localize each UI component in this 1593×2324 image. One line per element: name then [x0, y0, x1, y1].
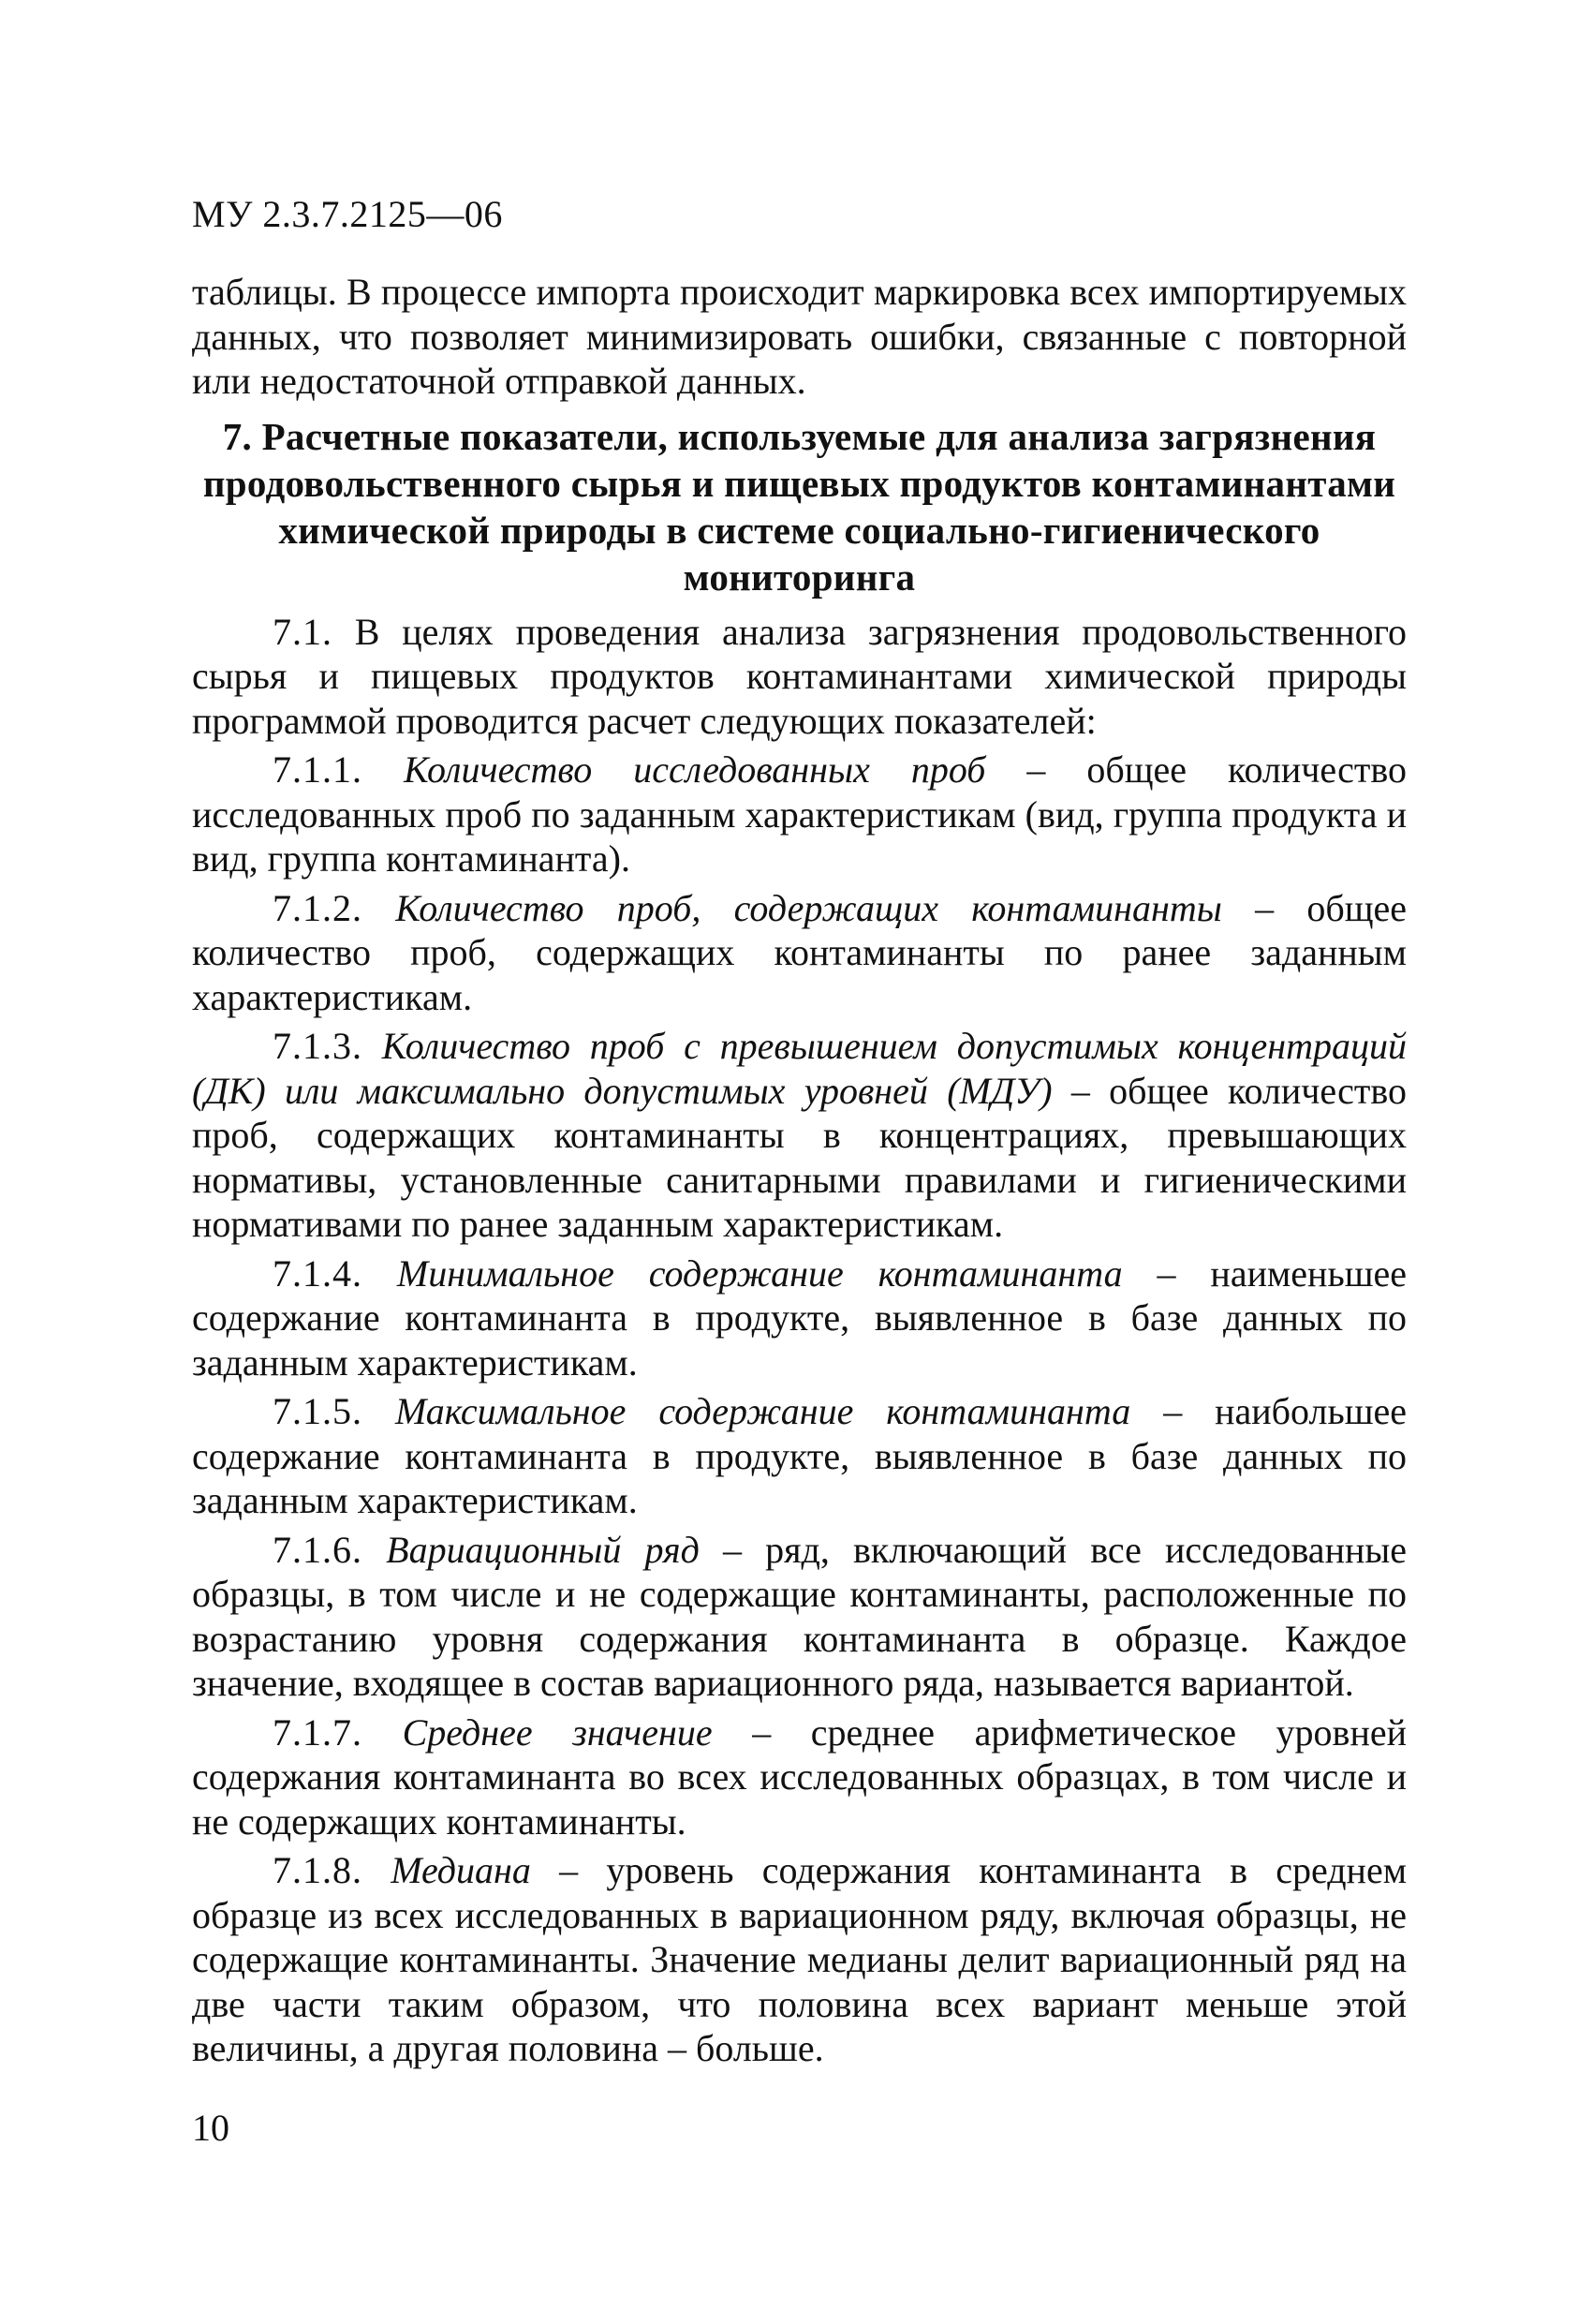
clause-7-1-6	[192, 1528, 1407, 1706]
term: Количество исследованных проб	[404, 748, 986, 791]
term: Медиана	[391, 1849, 531, 1891]
clause-number: 7.1.	[273, 610, 332, 653]
definition: – наибольшее содержание контаминанта в продукте, выявленное в базе данных по заданным характеристикам.	[192, 1390, 1408, 1521]
clause-number: 7.1.8.	[273, 1849, 362, 1891]
term: Количество проб, содержащих контаминанты	[395, 886, 1222, 929]
clause-number: 7.1.5.	[273, 1390, 362, 1432]
definition: – общее количество проб, содержащих контаминанты в концентрациях, превышающих нормативы, установленные санитарными правилами и гигиеническими нормативами по ранее заданным характеристикам.	[192, 1069, 1407, 1245]
section-heading: 7. Расчетные показатели, используемые для анализа загрязнения продовольственного сырья и пищевых продуктов контаминантами химической природы в системе социально-гигиенического мониторинга	[202, 414, 1396, 599]
body-text	[192, 270, 1407, 2076]
clause-7-1-8	[192, 1848, 1407, 2071]
clause-7-1-4	[192, 1251, 1407, 1385]
clause-7-1-3	[192, 1024, 1407, 1247]
clause-number: 7.1.3.	[273, 1025, 362, 1067]
definition: – ряд, включающий все исследованные образцы, в том числе и не содержащие контаминанты, расположенные по возрастанию уровня содержания контаминанта в образце. Каждое значение, входящее в состав вариационного ряда, называется вариантой.	[192, 1528, 1408, 1704]
clause-7-1-2	[192, 886, 1407, 1020]
clause-7-1	[192, 610, 1407, 744]
clause-7-1-7	[192, 1710, 1407, 1844]
definition: – общее количество проб, содержащих контаминанты по ранее заданным характеристикам.	[192, 886, 1408, 1018]
term: Минимальное содержание контаминанта	[396, 1251, 1123, 1295]
clause-number: 7.1.4.	[273, 1251, 362, 1295]
clause-7-1-5	[192, 1389, 1407, 1523]
definition: – среднее арифметическое уровней содержания контаминанта во всех исследованных образцах, в том числе и не содержащих контаминанты.	[192, 1710, 1408, 1843]
clause-number: 7.1.6.	[273, 1528, 362, 1571]
term: Максимальное содержание контаминанта	[394, 1390, 1131, 1432]
definition: – уровень содержания контаминанта в среднем образце из всех исследованных в вариационном ряду, включая образцы, не содержащие контаминанты. Значение медианы делит вариационный ряд на две части таким образом, что половина всех вариант меньше этой величины, а другая половина – больше.	[192, 1849, 1408, 2069]
page-number: 10	[192, 2107, 229, 2149]
definition: – наименьшее содержание контаминанта в продукте, выявленное в базе данных по заданным характеристикам.	[192, 1251, 1408, 1384]
clause-number: 7.1.1.	[273, 748, 362, 791]
term: Количество проб с превышением допустимых концентраций (ДК) или максимально допустимых уровней (МДУ)	[192, 1025, 1407, 1112]
definition: – общее количество исследованных проб по заданным характеристикам (вид, группа продукта и вид, группа контаминанта).	[192, 748, 1408, 880]
intro-paragraph: таблицы. В процессе импорта происходит маркировка всех импортируемых данных, что позволяет минимизировать ошибки, связанные с повторной или недостаточной отправкой данных.	[192, 271, 1407, 402]
clause-number: 7.1.2.	[273, 886, 362, 929]
document-code: МУ 2.3.7.2125—06	[192, 193, 503, 235]
clause-text: В целях проведения анализа загрязнения продовольственного сырья и пищевых продуктов контаминантами химической природы программой проводится расчет следующих показателей:	[192, 610, 1408, 742]
clause-7-1-1	[192, 748, 1407, 881]
clause-number: 7.1.7.	[273, 1710, 362, 1754]
term: Вариационный ряд	[386, 1528, 700, 1571]
term: Среднее значение	[402, 1710, 713, 1754]
